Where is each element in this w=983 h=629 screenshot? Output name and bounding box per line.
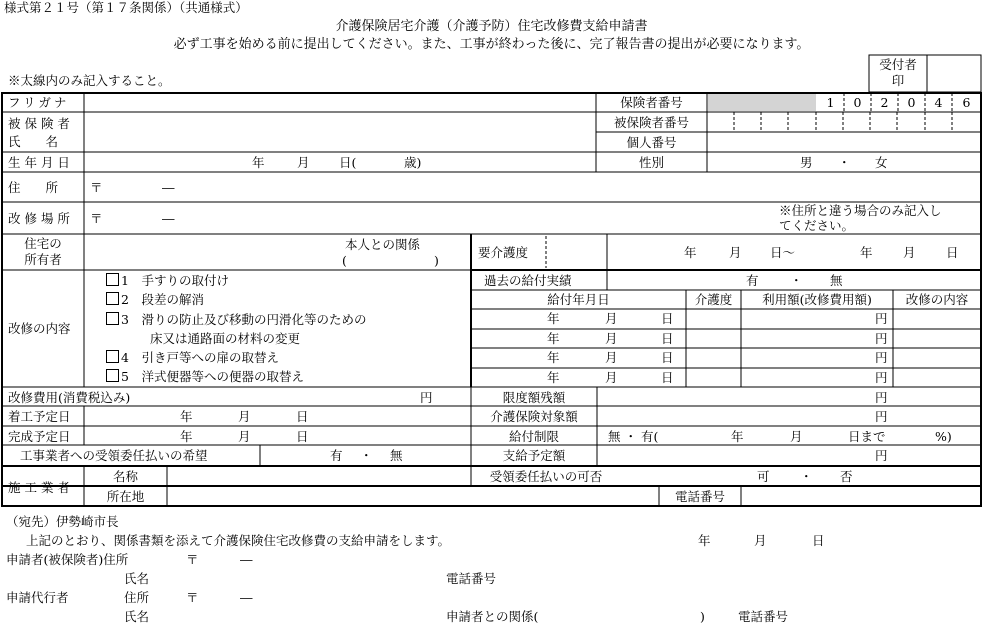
agent-label: 申請代行者 bbox=[6, 590, 69, 605]
applicant-name-label: 氏名 bbox=[124, 571, 150, 586]
contractor-name-label: 名称 bbox=[112, 469, 138, 484]
insurer-digit: 0 bbox=[853, 95, 862, 110]
furigana-label: フリガナ bbox=[8, 95, 70, 110]
table-row[interactable]: 年 月 日 円 bbox=[547, 311, 888, 326]
start-date-field[interactable] bbox=[86, 407, 469, 425]
contractor-phone-label: 電話番号 bbox=[674, 489, 725, 504]
declaration-text: 上記のとおり、関係書類を添えて介護保険住宅改修費の支給申請をします。 bbox=[26, 533, 451, 548]
care-period-day-from: 日～ bbox=[770, 245, 796, 260]
proxy-wish-no[interactable]: 無 bbox=[390, 448, 403, 463]
restrict-month: 月 bbox=[790, 429, 803, 444]
birth-year: 年 bbox=[252, 155, 265, 170]
history-header-content: 改修の内容 bbox=[905, 292, 969, 307]
start-day: 日 bbox=[296, 409, 309, 424]
applicant-address-label: 申請者(被保険者)住所 bbox=[6, 552, 129, 567]
finish-day: 日 bbox=[296, 429, 309, 444]
repair-item-handrail[interactable]: 1 手すりの取付け bbox=[106, 273, 229, 288]
repair-item-floor[interactable]: 3 滑りの防止及び移動の円滑化等のための bbox=[106, 312, 366, 327]
proxy-ok-yes[interactable]: 可 bbox=[757, 469, 770, 484]
receiver-seal-box[interactable] bbox=[928, 56, 980, 91]
birth-month: 月 bbox=[297, 155, 310, 170]
insured-name-field[interactable] bbox=[86, 113, 594, 151]
care-period-year-end: 年 bbox=[860, 245, 873, 260]
table-row[interactable]: 年 月 日 円 bbox=[547, 331, 888, 346]
past-benefit-no[interactable]: 無 bbox=[830, 273, 843, 288]
checkbox[interactable] bbox=[106, 350, 119, 363]
restrict-year: 年 bbox=[731, 429, 744, 444]
repair-place-field[interactable] bbox=[86, 203, 766, 233]
start-month: 月 bbox=[238, 409, 251, 424]
proxy-wish-yes[interactable]: 有 bbox=[330, 448, 343, 463]
care-level-label: 要介護度 bbox=[478, 245, 529, 260]
insurer-digit: 6 bbox=[962, 95, 971, 110]
restrict-text: 無 ・ 有( bbox=[608, 429, 659, 444]
repair-place-note: ※住所と違う場合のみ記入し bbox=[779, 203, 942, 218]
past-benefit-yes[interactable]: 有 bbox=[746, 273, 759, 288]
target-amount-label: 介護保険対象額 bbox=[490, 409, 578, 424]
insured-name-label: 氏 名 bbox=[8, 134, 59, 149]
checkbox[interactable] bbox=[106, 273, 119, 286]
applicant-postal-mark: 〒 bbox=[186, 552, 199, 567]
insurer-number-label: 保険者番号 bbox=[620, 95, 683, 110]
insured-number-label: 被保険者番号 bbox=[613, 115, 689, 130]
agent-phone-label: 電話番号 bbox=[738, 609, 789, 624]
repair-content-label: 改修の内容 bbox=[8, 321, 71, 336]
restrict-percent: %) bbox=[935, 429, 952, 444]
contractor-address-field[interactable] bbox=[169, 487, 657, 505]
receiver-label: 受付者 bbox=[879, 57, 917, 72]
care-period-day-end: 日 bbox=[946, 245, 959, 260]
application-month: 月 bbox=[754, 533, 767, 548]
birth-age: 歳) bbox=[404, 155, 422, 170]
relation-paren-open: ( bbox=[342, 253, 347, 268]
restrict-label: 給付制限 bbox=[508, 429, 559, 444]
insurer-digit: 4 bbox=[934, 95, 943, 110]
repair-place-note-cont: てください。 bbox=[779, 218, 855, 233]
personal-number-field[interactable] bbox=[708, 133, 980, 151]
care-level-field[interactable] bbox=[548, 236, 605, 268]
repair-place-postal-dash: ― bbox=[162, 211, 175, 226]
agent-postal-mark: 〒 bbox=[186, 590, 199, 605]
care-period-month: 月 bbox=[729, 245, 742, 260]
repair-item-floor-cont: 床又は通路面の材料の変更 bbox=[150, 331, 301, 346]
relation-paren-close: ) bbox=[434, 253, 439, 268]
limit-label: 限度額残額 bbox=[502, 390, 566, 405]
repair-item-step[interactable]: 2 段差の解消 bbox=[106, 292, 204, 307]
address-label: 住 所 bbox=[8, 180, 59, 195]
contractor-address-label: 所在地 bbox=[106, 489, 145, 504]
form-subtitle: 必ず工事を始める前に提出してください。また、工事が終わった後に、完了報告書の提出が必要になります。 bbox=[173, 37, 810, 52]
form-title: 介護保険居宅介護（介護予防）住宅改修費支給申請書 bbox=[335, 19, 648, 34]
checkbox[interactable] bbox=[106, 369, 119, 382]
insurer-digit: 0 bbox=[907, 95, 916, 110]
care-period-year: 年 bbox=[684, 245, 697, 260]
addressee: （宛先）伊勢崎市長 bbox=[6, 514, 119, 529]
limit-yen: 円 bbox=[875, 390, 888, 405]
care-period-month-end: 月 bbox=[903, 245, 916, 260]
contractor-name-field[interactable] bbox=[169, 467, 469, 485]
owner-name-field[interactable] bbox=[86, 235, 336, 269]
owner-label: 住宅の bbox=[24, 236, 62, 251]
history-header-amount: 利用額(改修費用額) bbox=[762, 292, 872, 307]
checkbox[interactable] bbox=[106, 292, 119, 305]
finish-month: 月 bbox=[238, 429, 251, 444]
agent-relation-close: ) bbox=[700, 609, 705, 624]
finish-date-label: 完成予定日 bbox=[8, 429, 71, 444]
table-row[interactable]: 年 月 日 円 bbox=[547, 370, 888, 385]
payment-yen: 円 bbox=[875, 448, 888, 463]
form-number: 様式第２１号（第１７条関係）（共通様式） bbox=[4, 0, 248, 15]
furigana-field[interactable] bbox=[86, 94, 594, 111]
cost-label: 改修費用(消費税込み) bbox=[8, 390, 131, 405]
address-postal-mark: 〒 bbox=[90, 180, 103, 195]
insured-number-field[interactable] bbox=[708, 113, 980, 131]
past-benefit-label: 過去の給付実績 bbox=[484, 273, 572, 288]
finish-date-field[interactable] bbox=[86, 427, 469, 444]
contractor-label: 施 工 業 者 bbox=[8, 480, 70, 495]
proxy-wish-separator: ・ bbox=[360, 448, 373, 463]
receiver-seal-label: 印 bbox=[891, 73, 905, 88]
payment-label: 支給予定額 bbox=[502, 448, 566, 463]
history-header-date: 給付年月日 bbox=[547, 292, 610, 307]
birth-label: 生 年 月 日 bbox=[8, 155, 70, 170]
agent-postal-dash: ― bbox=[240, 590, 253, 605]
finish-year: 年 bbox=[180, 429, 193, 444]
gender-male[interactable]: 男 bbox=[800, 155, 813, 170]
target-amount-yen: 円 bbox=[875, 409, 888, 424]
repair-item-toilet[interactable]: 5 洋式便器等への便器の取替え bbox=[106, 369, 304, 384]
table-row[interactable]: 年 月 日 円 bbox=[547, 350, 888, 365]
repair-place-label: 改 修 場 所 bbox=[8, 211, 70, 226]
history-table bbox=[471, 309, 981, 387]
past-benefit-separator: ・ bbox=[790, 273, 803, 288]
agent-address-label: 住所 bbox=[124, 590, 150, 605]
proxy-ok-separator: ・ bbox=[800, 469, 813, 484]
birth-date-field[interactable] bbox=[86, 153, 594, 171]
insured-label: 被 保 険 者 bbox=[8, 116, 70, 131]
start-date-label: 着工予定日 bbox=[8, 409, 71, 424]
agent-relation-label: 申請者との関係( bbox=[446, 609, 539, 624]
application-day: 日 bbox=[812, 533, 825, 548]
cost-field[interactable] bbox=[170, 388, 415, 405]
insurer-digit: 2 bbox=[880, 95, 889, 110]
agent-name-label: 氏名 bbox=[124, 609, 150, 624]
cost-yen: 円 bbox=[420, 390, 433, 405]
address-postal-dash: ― bbox=[162, 180, 175, 195]
restrict-until: 日まで bbox=[848, 429, 886, 444]
history-header-level: 介護度 bbox=[694, 292, 733, 307]
applicant-phone-label: 電話番号 bbox=[446, 571, 497, 586]
checkbox[interactable] bbox=[106, 312, 119, 325]
relation-label: 本人との関係 bbox=[345, 237, 421, 252]
repair-item-door[interactable]: 4 引き戸等への扉の取替え bbox=[106, 350, 279, 365]
application-year: 年 bbox=[698, 533, 711, 548]
birth-day: 日( bbox=[339, 155, 357, 170]
proxy-ok-label: 受領委任払いの可否 bbox=[489, 469, 603, 484]
applicant-postal-dash: ― bbox=[240, 552, 253, 567]
start-year: 年 bbox=[180, 409, 193, 424]
proxy-wish-label: 工事業者への受領委任払いの希望 bbox=[20, 448, 208, 463]
insurer-digit: 1 bbox=[826, 95, 835, 110]
form-note: ※太線内のみ記入すること。 bbox=[8, 73, 171, 88]
contractor-phone-field[interactable] bbox=[743, 487, 980, 505]
repair-place-postal-mark: 〒 bbox=[90, 211, 103, 226]
gender-label: 性別 bbox=[638, 155, 664, 170]
proxy-ok-no[interactable]: 否 bbox=[840, 469, 853, 484]
personal-number-label: 個人番号 bbox=[626, 135, 677, 150]
owner-label-cont: 所有者 bbox=[24, 252, 62, 267]
gender-separator: ・ bbox=[838, 155, 851, 170]
address-field[interactable] bbox=[86, 173, 980, 201]
gender-female[interactable]: 女 bbox=[875, 155, 888, 170]
